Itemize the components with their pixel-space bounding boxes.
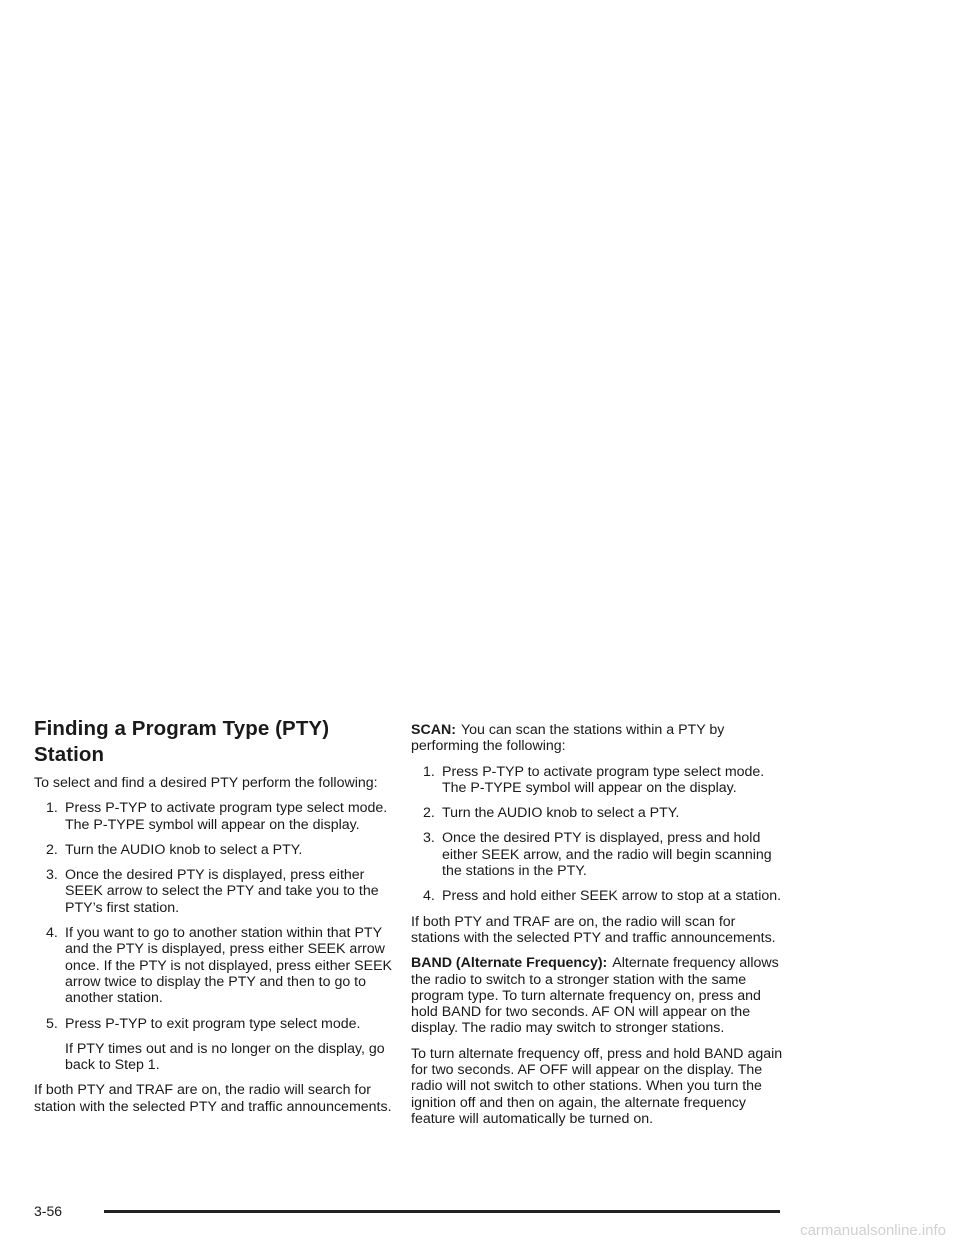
band-paragraph: BAND (Alternate Frequency): Alternate frequency allows the radio to switch to a stronger station with the same program type. To turn alternate frequency on, press and hold BAND for two seconds. AF ON will appear on the display. The radio may switch to stronger stations. [411, 955, 779, 1037]
footer-rule [104, 1210, 780, 1213]
list-item: 2. Turn the AUDIO knob to select a PTY. [423, 805, 680, 822]
page-number: 3-56 [34, 1203, 63, 1219]
list-item: 5. Press P-TYP to exit program type select mode. [46, 1015, 361, 1032]
left-column [34, 716, 394, 1124]
list-item: 2. Turn the AUDIO knob to select a PTY. [46, 841, 303, 858]
list-item: 1. Press P-TYP to activate program type select mode. The P-TYPE symbol will appear on the display. [423, 763, 765, 796]
band-label: BAND (Alternate Frequency): [411, 955, 608, 972]
section-heading: Finding a Program Type (PTY) Station [34, 717, 330, 766]
list-item: 3. Once the desired PTY is displayed, press either SEEK arrow to select the PTY and take you to the PTY’s first station. [46, 867, 379, 916]
list-item: 4. Press and hold either SEEK arrow to stop at a station. [423, 888, 782, 905]
scan-label: SCAN: [411, 722, 456, 738]
af-off-paragraph: To turn alternate frequency off, press and hold BAND again for two seconds. AF OFF will appear on the display. The radio will not switch to other stations. When you turn the ignition off and then on again, the alternate frequency feature will automatically be turned on. [411, 1045, 783, 1127]
scan-paragraph: SCAN: You can scan the stations within a PTY by performing the following: [411, 722, 725, 755]
list-item: 1. Press P-TYP to activate program type select mode. The P-TYPE symbol will appear on the display. [46, 800, 388, 833]
scan-closing-paragraph: If both PTY and TRAF are on, the radio will scan for stations with the selected PTY and traffic announcements. [411, 913, 776, 946]
right-column [411, 722, 786, 1136]
step5-note: If PTY times out and is no longer on the display, go back to Step 1. [65, 1040, 385, 1074]
list-item: 3. Once the desired PTY is displayed, press and hold either SEEK arrow, and the radio will begin scanning the stations in the PTY. [423, 830, 772, 880]
pty-steps-list [34, 800, 394, 1032]
scan-steps-list [411, 764, 786, 905]
watermark: carmanualsonline.info [800, 1222, 946, 1239]
list-item: 4. If you want to go to another station within that PTY and the PTY is displayed, press either SEEK arrow once. If the PTY is not displayed, press either SEEK arrow twice to display the PTY and then to go to another station. [46, 925, 393, 1007]
intro-paragraph: To select and find a desired PTY perform the following: [34, 775, 378, 791]
closing-paragraph: If both PTY and TRAF are on, the radio will search for station with the selected PTY and traffic announcements. [34, 1082, 392, 1115]
